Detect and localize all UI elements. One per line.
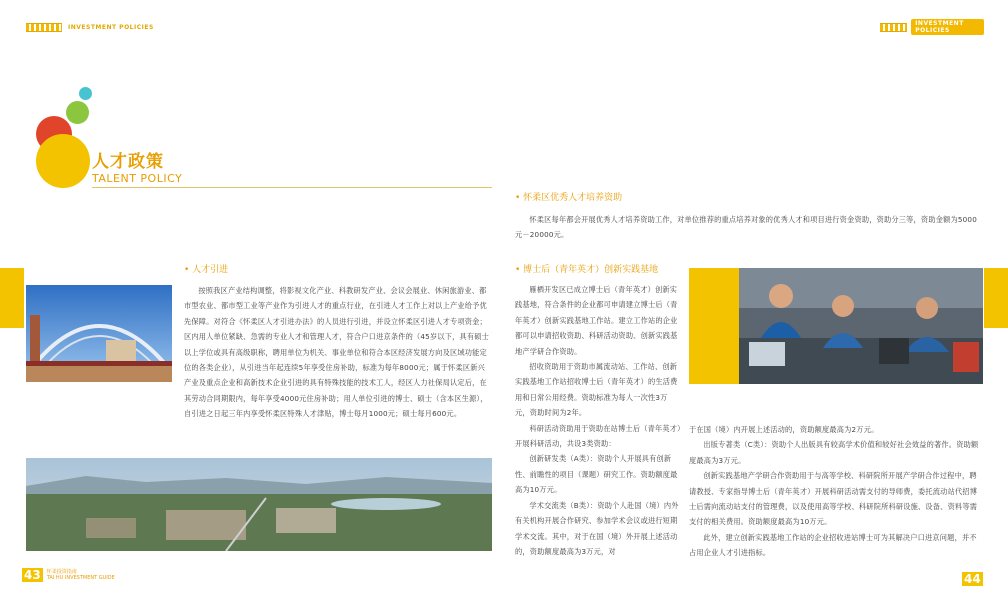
bridge-illustration (26, 285, 172, 382)
col1-paragraph: 科研活动资助用于资助在站博士后（青年英才）开展科研活动，共设3类资助： (515, 423, 681, 449)
col1-paragraph: 创新研发类（A类）：资助个人开展具有创新性、前瞻性的项目（课题）研究工作。资助额度最高为10万元。 (515, 454, 678, 495)
right-side-tab (984, 268, 1008, 328)
header-right-label: INVESTMENT POLICIES (911, 19, 984, 35)
circle-cyan (79, 87, 92, 100)
col2-paragraph: 此外，建立创新实践基地工作站的企业招收进站博士可为其解决户口进京问题，并不占用企业人才引进指标。 (689, 532, 977, 558)
aerial-illustration (26, 458, 492, 551)
col2-paragraph: 出版专著类（C类）：资助个人出版具有较高学术价值和较好社会效益的著作。资助额度最高为3万元。 (689, 440, 979, 465)
right-section-paragraph-1: 怀柔区每年都会开展优秀人才培养资助工作，对单位推荐的重点培养对象的优秀人才和项目进行资金资助，资助分三等，资助金额为5000元－20000元。 (515, 215, 977, 240)
right-column-2 (689, 422, 979, 561)
lab-students-photo (739, 268, 983, 384)
page-number-right: 44 (964, 572, 981, 586)
right-section-heading-2: • 博士后（青年英才）创新实践基地 (515, 265, 659, 275)
right-yellow-block (689, 268, 739, 384)
page-title-en: TALENT POLICY (92, 172, 183, 185)
footer-subtitle (47, 569, 115, 581)
page-number-left: 43 (24, 568, 41, 582)
footer-right (962, 568, 983, 587)
aerial-city-photo (26, 458, 492, 551)
col2-paragraph: 创新实践基地产学研合作资助用于与高等学校、科研院所开展产学研合作过程中，聘请教授、专家指导博士后（青年英才）开展科研活动需支付的导师费，委托流动站代招博士后需向流动站支付的管理费，以及使用高等学校、科研院所科研设施、设备、资料等需支付的相关费用。资助额度最高为10万元。 (689, 471, 978, 527)
header-left-label: INVESTMENT POLICIES (68, 23, 154, 31)
left-section-paragraph: 按照我区产业结构调整，将影视文化产业、科教研发产业、会议会展业、休闲旅游业、都市型农业、都市型工业等产业作为引进人才的重点行业，在引进人才工作上对以上产业给予优先保障。对符合《怀柔区人才引进办法》的人员进行引进，并设立怀柔区引进人才专项资金；区内用人单位紧缺、急需的专业人才和管理人才，符合户口进京条件的（45岁以下，具有硕士以上学位或具有高级职称，聘用单位为机关、事业单位和符合本区经济发展方向及区域功能定位的各类企业），从引进当年起连续5年享受住房补助，标准为每年8000元；属于怀柔区新兴产业及重点企业和高新技术企业引进的具有特殊技能的技术工人，经区人力社保局认定后，在其劳动合同期限内，每年享受4000元住房补助；用人单位引进的博士、硕士（含本区生源），自引进之日起三年内享受怀柔区特殊人才津贴，博士每月1000元；硕士每月600元。 (184, 286, 490, 419)
left-section-heading: • 人才引进 (184, 265, 229, 275)
col1-paragraph: 学术交流类（B类）：资助个人赴国（境）内外有关机构开展合作研究、参加学术会议或进行短期学术交流。其中，对于在国（境）外开展上述活动的，资助额度最高为3万元，对 (515, 500, 679, 556)
footer-sub-en: TAI HU INVESTMENT GUIDE (46, 575, 115, 581)
header-right (880, 22, 984, 32)
left-side-tab (0, 268, 24, 328)
bridge-photo (26, 285, 172, 382)
page-title: 人才政策 (92, 152, 164, 172)
col1-paragraph: 招收资助用于资助市属流动站、工作站、创新实践基地工作站招收博士后（青年英才）的生活费用和日常公用经费。资助标准为每人一次性3万元，资助时间为2年。 (515, 362, 678, 418)
right-column-1 (515, 282, 681, 559)
col2-paragraph: 于在国（境）内开展上述活动的，资助额度最高为2万元。 (689, 425, 879, 434)
title-divider (92, 187, 492, 188)
footer-left (22, 568, 115, 582)
header-dots-right (880, 23, 907, 32)
lab-illustration (739, 268, 983, 384)
footer-sub-cn: 怀柔投资指南 (46, 569, 77, 575)
header-dots-left (26, 23, 62, 32)
right-section-heading-1: • 怀柔区优秀人才培养资助 (515, 193, 623, 203)
col1-paragraph: 雁栖开发区已成立博士后（青年英才）创新实践基地，符合条件的企业都可申请建立博士后（青年英才）创新实践基地工作站。建立工作站的企业都可以申请招收资助、科研活动资助、创新实践基地产学研合作资助。 (515, 285, 678, 356)
circle-green (66, 101, 89, 124)
circle-yellow (36, 134, 90, 188)
header-left (26, 22, 171, 32)
